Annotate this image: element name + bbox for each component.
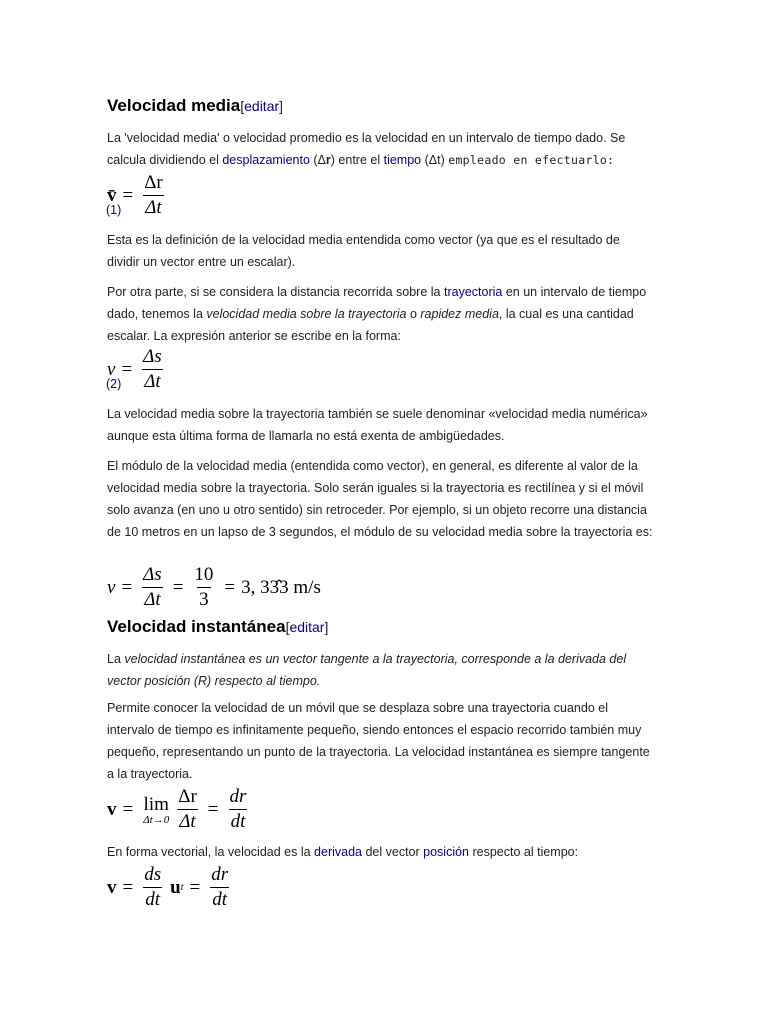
paragraph-vector-definition: Esta es la definición de la velocidad media entendida como vector (ya que es el resultado de dividir un vector entre un escalar). — [107, 233, 620, 269]
heading-text: Velocidad instantánea — [107, 617, 286, 636]
edit-section-link-wrapper: [editar] — [285, 619, 329, 635]
paragraph-instantanea-def: La velocidad instantánea es un vector tangente a la trayectoria, corresponde a la derivada del vector posición (R) respecto al tiempo. — [107, 652, 627, 688]
paragraph-forma-vectorial: En forma vectorial, la velocidad es la derivada del vector posición respecto al tiempo: — [107, 845, 579, 859]
edit-section-link-wrapper: [editar] — [240, 98, 284, 114]
equation-1: v̄ = $\frac{\Delta r}{\Delta t}$ — [107, 172, 163, 218]
link-trayectoria[interactable]: trayectoria — [443, 285, 503, 299]
edit-link-section1[interactable]: editar — [244, 98, 280, 114]
paragraph-trayectoria: Por otra parte, si se considera la distancia recorrida sobre la trayectoria en un intervalo de tiempo dado, tenemos la velocidad media sobre la trayectoria o rapidez media, la cual es una cantidad escalar. La expresión anterior se escribe en la forma: — [107, 285, 647, 343]
paragraph-modulo: El módulo de la velocidad media (entendida como vector), en general, es diferente al valor de la velocidad media sobre la trayectoria. Solo serán iguales si la trayectoria es rectilínea y si el móvil solo avanza (en uno u otro sentido) sin retroceder. Por ejemplo, si un objeto recorre una distancia de 10 metros en un lapso de 3 segundos, el módulo de su velocidad media sobre la trayectoria es: — [107, 459, 653, 539]
edit-link-section2[interactable]: editar — [289, 619, 325, 635]
link-desplazamiento[interactable]: desplazamiento — [222, 153, 310, 167]
equation-3: v = $\frac{\Delta s}{\Delta t}$ = $\frac{10}{3}$ = 3, 33̂3 m/s — [107, 564, 321, 610]
paragraph-numerica: La velocidad media sobre la trayectoria también se suele denominar «velocidad media numérica» aunque esta última forma de llamarla no está exenta de ambigüedades. — [107, 407, 648, 443]
heading-velocidad-media — [107, 96, 283, 116]
link-derivada[interactable]: derivada — [314, 845, 362, 859]
paragraph-instantanea-explain: Permite conocer la velocidad de un móvil que se desplaza sobre una trayectoria cuando el intervalo de tiempo es infinitamente pequeño, siendo entonces el espacio recorrido también muy pequeño, representando un punto de la trayectoria. La velocidad instantánea es siempre tangente a la trayectoria. — [107, 701, 650, 781]
link-posicion[interactable]: posición — [423, 845, 470, 859]
equation-2: v = $\frac{\Delta s}{\Delta t}$ — [107, 346, 162, 392]
link-tiempo[interactable]: tiempo — [383, 153, 422, 167]
heading-text: Velocidad media — [107, 96, 241, 115]
paragraph-intro: La 'velocidad media' o velocidad promedio es la velocidad en un intervalo de tiempo dado. Se calcula dividiendo el desplazamiento (Δr) entre el tiempo (Δt) empleado en efectuarlo: — [107, 131, 626, 167]
equation-1-number: (1) — [106, 203, 122, 217]
equation-2-number: (2) — [106, 377, 122, 391]
equation-5: v = $\frac{ds}{dt}$ u t = $\frac{dr}{dt}$ — [107, 864, 229, 910]
heading-velocidad-instantanea — [107, 617, 328, 637]
equation-4: v = lim Δt→0 $\frac{\Delta r}{\Delta t}$ = $\frac{dr}{dt}$ — [107, 786, 247, 832]
